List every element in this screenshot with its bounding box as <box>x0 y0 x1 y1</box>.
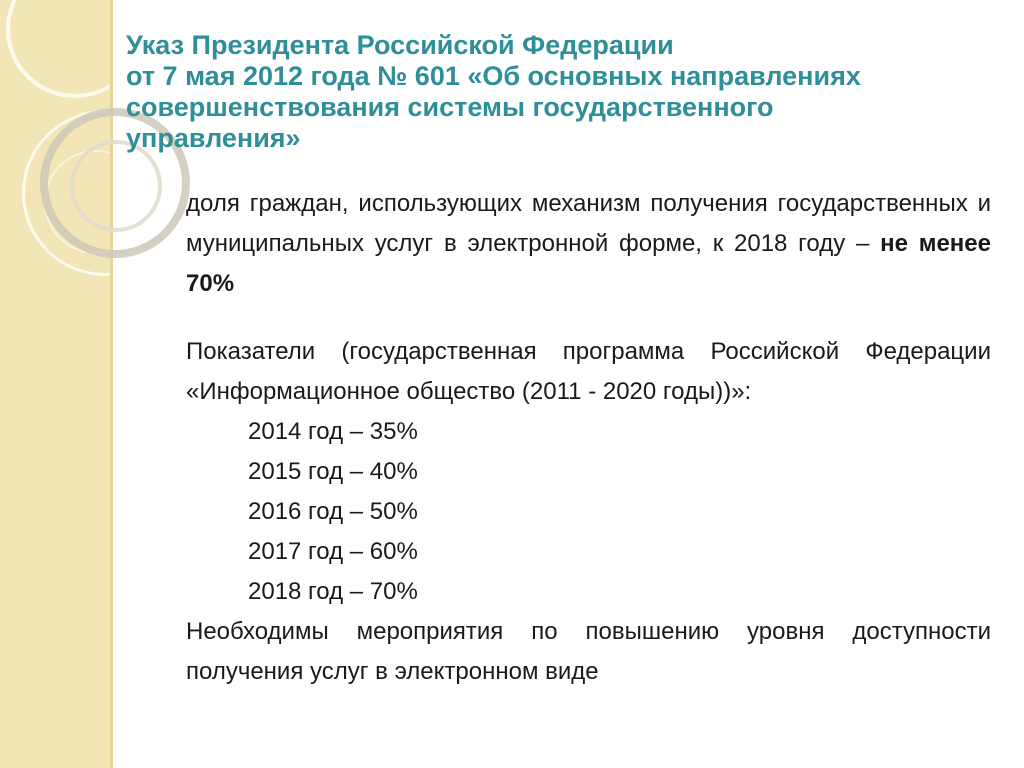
slide-title <box>126 30 1018 154</box>
title-line-3: совершенствования системы государственного <box>126 92 774 122</box>
goal-paragraph <box>186 184 991 304</box>
goal-highlight: не менее 70% <box>186 230 991 297</box>
list-item: 2015 год – 40% <box>248 458 418 485</box>
indicators-paragraph: Показатели (государственная программа Российской Федерации «Информационное общество (2011 - 2020 годы))»: <box>186 338 991 405</box>
list-item: 2014 год – 35% <box>248 418 418 445</box>
measures-paragraph: Необходимы мероприятия по повышению уровня доступности получения услуг в электронном виде <box>186 618 991 685</box>
title-line-4: управления» <box>126 123 301 153</box>
title-line-2: от 7 мая 2012 года № 601 «Об основных направлениях <box>126 61 861 91</box>
decorative-ring <box>6 0 112 98</box>
list-item: 2016 год – 50% <box>248 498 418 525</box>
list-item: 2018 год – 70% <box>248 578 418 605</box>
goal-text: доля граждан, использующих механизм получения государственных и муниципальных услуг в электронной форме, к 2018 году – <box>186 190 991 257</box>
yearly-targets-list <box>186 412 991 612</box>
slide-body <box>186 184 991 692</box>
title-line-1: Указ Президента Российской Федерации <box>126 30 674 60</box>
list-item: 2017 год – 60% <box>248 538 418 565</box>
